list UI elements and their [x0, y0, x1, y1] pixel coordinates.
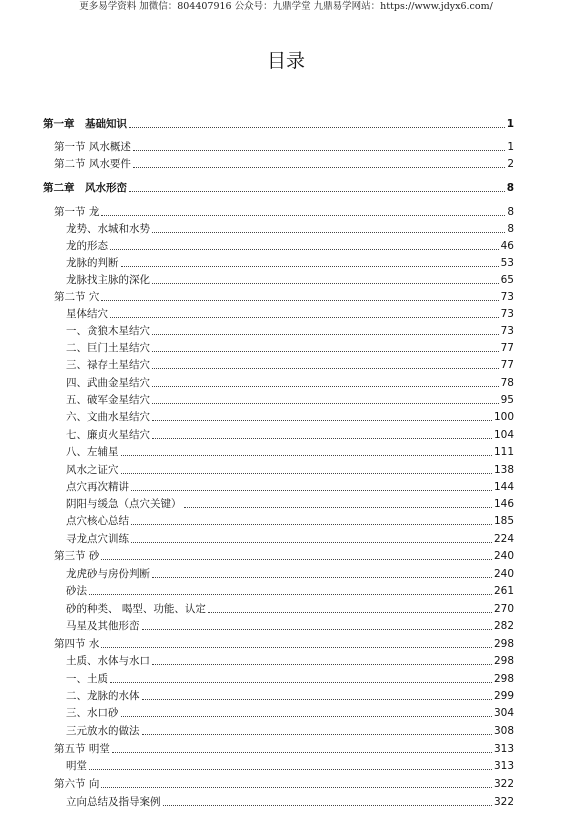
- toc-dot-leader: [152, 385, 499, 387]
- toc-dot-leader: [121, 715, 492, 717]
- toc-dot-leader: [101, 214, 505, 216]
- toc-page-number: 95: [500, 394, 514, 406]
- toc-subsection-entry[interactable]: [66, 602, 514, 616]
- toc-dot-leader: [121, 472, 492, 474]
- toc-dot-leader: [152, 231, 505, 233]
- toc-subsection-entry[interactable]: [66, 672, 514, 686]
- toc-page-number: 270: [493, 603, 514, 615]
- toc-page-number: 308: [493, 725, 514, 737]
- toc-entry-label: 一、贪狼木星结穴: [66, 325, 150, 337]
- toc-entry-label: 六、文曲水星结穴: [66, 411, 150, 423]
- toc-subsection-entry[interactable]: [66, 239, 514, 253]
- toc-entry-label: 寻龙点穴训练: [66, 533, 129, 545]
- toc-page-number: 298: [493, 638, 514, 650]
- toc-entry-label: 龙虎砂与房份判断: [66, 568, 150, 580]
- toc-dot-leader: [184, 506, 492, 508]
- toc-subsection-entry[interactable]: [66, 376, 514, 390]
- toc-page-number: 65: [500, 274, 514, 286]
- toc-page-number: 73: [500, 325, 514, 337]
- toc-entry-label: 八、左辅星: [66, 446, 119, 458]
- toc-dot-leader: [163, 804, 492, 806]
- toc-dot-leader: [110, 316, 499, 318]
- toc-dot-leader: [152, 350, 499, 352]
- toc-entry-label: 第二节 穴: [54, 291, 100, 303]
- toc-page-number: 304: [493, 707, 514, 719]
- toc-entry-label: 明堂: [66, 760, 87, 772]
- toc-subsection-entry[interactable]: [66, 480, 514, 494]
- toc-page-number: 185: [493, 515, 514, 527]
- toc-page-number: 144: [493, 481, 514, 493]
- toc-page-number: 240: [493, 550, 514, 562]
- toc-subsection-entry[interactable]: [66, 307, 514, 321]
- toc-dot-leader: [101, 786, 492, 788]
- toc-entry-label: 四、武曲金星结穴: [66, 377, 150, 389]
- toc-page-number: 313: [493, 743, 514, 755]
- toc-entry-label: 一、土质: [66, 673, 108, 685]
- page-title: 目录: [266, 50, 305, 72]
- toc-page-number: 146: [493, 498, 514, 510]
- toc-page-number: 73: [500, 291, 514, 303]
- toc-entry-label: 二、龙脉的水体: [66, 690, 140, 702]
- toc-subsection-entry[interactable]: [66, 532, 514, 546]
- toc-dot-leader: [152, 402, 499, 404]
- toc-entry-label: 土质、水体与水口: [66, 655, 150, 667]
- toc-dot-leader: [101, 646, 492, 648]
- toc-page-number: 299: [493, 690, 514, 702]
- toc-subsection-entry[interactable]: [66, 497, 514, 511]
- toc-subsection-entry[interactable]: [66, 445, 514, 459]
- toc-subsection-entry[interactable]: [66, 706, 514, 720]
- toc-entry-label: 砂法: [66, 585, 87, 597]
- toc-page-number: 46: [500, 240, 514, 252]
- toc-subsection-entry[interactable]: [66, 410, 514, 424]
- toc-entry-label: 第二节 风水要件: [54, 158, 131, 170]
- toc-subsection-entry[interactable]: [66, 393, 514, 407]
- toc-entry-label: 第一章 基础知识: [43, 118, 127, 130]
- toc-entry-label: 第二章 风水形峦: [43, 182, 127, 194]
- toc-page-number: 8: [506, 182, 514, 194]
- toc-entry-label: 砂的种类、 喝型、功能、认定: [66, 603, 206, 615]
- toc-page-number: 322: [493, 778, 514, 790]
- toc-dot-leader: [142, 628, 492, 630]
- toc-dot-leader: [89, 768, 492, 770]
- toc-entry-label: 三、禄存土星结穴: [66, 359, 150, 371]
- toc-page-number: 78: [500, 377, 514, 389]
- toc-subsection-entry[interactable]: [66, 654, 514, 668]
- toc-entry-label: 第六节 向: [54, 778, 100, 790]
- toc-subsection-entry[interactable]: [66, 341, 514, 355]
- toc-dot-leader: [152, 437, 492, 439]
- toc-section-entry[interactable]: [54, 157, 514, 171]
- toc-subsection-entry[interactable]: [66, 428, 514, 442]
- toc-section-entry[interactable]: [54, 205, 514, 219]
- toc-entry-label: 第三节 砂: [54, 550, 100, 562]
- toc-page-number: 322: [493, 796, 514, 808]
- toc-entry-label: 点穴核心总结: [66, 515, 129, 527]
- toc-section-entry[interactable]: [54, 637, 514, 651]
- toc-subsection-entry[interactable]: [66, 759, 514, 773]
- toc-page-number: 104: [493, 429, 514, 441]
- toc-page-number: 240: [493, 568, 514, 580]
- toc-dot-leader: [121, 265, 499, 267]
- toc-dot-leader: [101, 299, 498, 301]
- toc-entry-label: 第一节 龙: [54, 206, 100, 218]
- toc-page-number: 111: [493, 446, 514, 458]
- toc-dot-leader: [133, 166, 505, 168]
- toc-entry-label: 七、廉贞火星结穴: [66, 429, 150, 441]
- toc-page-number: 282: [493, 620, 514, 632]
- toc-dot-leader: [152, 367, 499, 369]
- toc-dot-leader: [152, 663, 492, 665]
- toc-section-entry[interactable]: [54, 777, 514, 791]
- toc-entry-label: 第五节 明堂: [54, 743, 110, 755]
- toc-subsection-entry[interactable]: [66, 619, 514, 633]
- toc-page-number: 1: [507, 141, 514, 153]
- toc-dot-leader: [131, 541, 492, 543]
- toc-dot-leader: [89, 593, 492, 595]
- toc-entry-label: 星体结穴: [66, 308, 108, 320]
- toc-page-number: 261: [493, 585, 514, 597]
- toc-page-number: 313: [493, 760, 514, 772]
- toc-entry-label: 立向总结及指导案例: [66, 796, 161, 808]
- toc-dot-leader: [129, 190, 505, 192]
- toc-dot-leader: [110, 248, 499, 250]
- page-header-banner: 更多易学资料 加微信：804407916 公众号：九鼎学堂 九鼎易学网站：https://www.jdyx6.com/: [79, 1, 493, 12]
- toc-entry-label: 马星及其他形峦: [66, 620, 140, 632]
- toc-dot-leader: [152, 333, 499, 335]
- toc-entry-label: 龙脉找主脉的深化: [66, 274, 150, 286]
- toc-subsection-entry[interactable]: [66, 689, 514, 703]
- toc-page-number: 53: [500, 257, 514, 269]
- toc-page-number: 298: [493, 673, 514, 685]
- toc-dot-leader: [112, 751, 492, 753]
- toc-dot-leader: [121, 454, 492, 456]
- toc-subsection-entry[interactable]: [66, 463, 514, 477]
- toc-subsection-entry[interactable]: [66, 514, 514, 528]
- toc-dot-leader: [152, 576, 492, 578]
- toc-subsection-entry[interactable]: [66, 584, 514, 598]
- toc-section-entry[interactable]: [54, 140, 514, 154]
- toc-subsection-entry[interactable]: [66, 324, 514, 338]
- toc-dot-leader: [142, 733, 492, 735]
- toc-entry-label: 龙的形态: [66, 240, 108, 252]
- toc-dot-leader: [110, 681, 492, 683]
- toc-page-number: 100: [493, 411, 514, 423]
- toc-page-number: 224: [493, 533, 514, 545]
- toc-section-entry[interactable]: [54, 742, 514, 756]
- toc-page-number: 73: [500, 308, 514, 320]
- toc-subsection-entry[interactable]: [66, 222, 514, 236]
- toc-page-number: 1: [506, 118, 514, 130]
- toc-entry-label: 第四节 水: [54, 638, 100, 650]
- toc-subsection-entry[interactable]: [66, 273, 514, 287]
- toc-entry-label: 五、破军金星结穴: [66, 394, 150, 406]
- toc-dot-leader: [152, 282, 499, 284]
- toc-dot-leader: [208, 611, 492, 613]
- toc-subsection-entry[interactable]: [66, 256, 514, 270]
- toc-subsection-entry[interactable]: [66, 795, 514, 809]
- toc-entry-label: 风水之证穴: [66, 464, 119, 476]
- toc-page-number: 77: [500, 342, 514, 354]
- toc-section-entry[interactable]: [54, 290, 514, 304]
- toc-entry-label: 第一节 风水概述: [54, 141, 131, 153]
- toc-page-number: 77: [500, 359, 514, 371]
- toc-dot-leader: [131, 523, 492, 525]
- toc-dot-leader: [101, 558, 492, 560]
- toc-entry-label: 二、巨门土星结穴: [66, 342, 150, 354]
- toc-chapter-entry[interactable]: [43, 181, 514, 195]
- toc-dot-leader: [131, 489, 492, 491]
- toc-page-number: 8: [507, 206, 514, 218]
- toc-page-number: 8: [507, 223, 514, 235]
- toc-entry-label: 三、水口砂: [66, 707, 119, 719]
- toc-entry-label: 龙势、水城和水势: [66, 223, 150, 235]
- toc-section-entry[interactable]: [54, 549, 514, 563]
- toc-dot-leader: [129, 126, 505, 128]
- toc-entry-label: 点穴再次精讲: [66, 481, 129, 493]
- toc-dot-leader: [152, 419, 492, 421]
- toc-subsection-entry[interactable]: [66, 567, 514, 581]
- toc-entry-label: 三元放水的做法: [66, 725, 140, 737]
- toc-page-number: 2: [507, 158, 514, 170]
- toc-chapter-entry[interactable]: [43, 117, 514, 131]
- toc-subsection-entry[interactable]: [66, 724, 514, 738]
- toc-dot-leader: [142, 698, 492, 700]
- toc-page-number: 138: [493, 464, 514, 476]
- toc-entry-label: 龙脉的判断: [66, 257, 119, 269]
- toc-subsection-entry[interactable]: [66, 358, 514, 372]
- toc-entry-label: 阴阳与缓急（点穴关键）: [66, 498, 182, 510]
- toc-page-number: 298: [493, 655, 514, 667]
- toc-dot-leader: [133, 149, 505, 151]
